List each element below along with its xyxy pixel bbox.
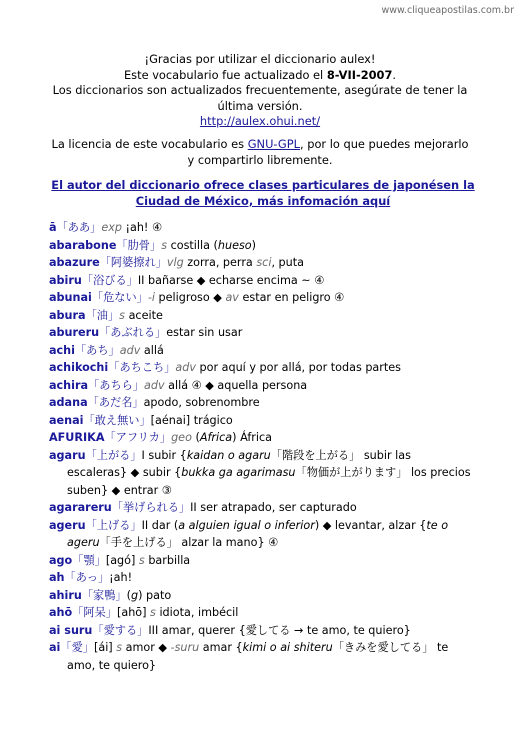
entry-text: III amar, querer {愛してる → te amo, te quiero} bbox=[148, 623, 411, 637]
dictionary-entry bbox=[49, 429, 473, 447]
entry-text: zorra, perra bbox=[183, 256, 257, 269]
dictionary-entry bbox=[49, 639, 473, 674]
aulex-link[interactable]: http://aulex.ohui.net/ bbox=[199, 114, 321, 128]
update-notice: Los diccionarios son actualizados frecuentemente, asegúrate de tener la última versión. bbox=[52, 83, 468, 113]
thanks-line: ¡Gracias por utilizar el diccionario aulex! bbox=[144, 52, 376, 66]
entry-kanji: 「愛する」 bbox=[92, 623, 149, 637]
entry-headword: abiru bbox=[49, 273, 82, 287]
entry-text: ¡ah! bbox=[109, 571, 133, 584]
dictionary-entry bbox=[49, 254, 473, 272]
dictionary-entry bbox=[49, 272, 473, 290]
entry-headword: abarabone bbox=[49, 238, 117, 252]
entry-italic: a alguien igual o inferior bbox=[178, 518, 315, 532]
intro-block bbox=[48, 52, 472, 130]
entry-text: costilla ( bbox=[167, 238, 218, 252]
licence-prefix: La licencia de este vocabulario es bbox=[51, 137, 248, 151]
entry-text: por aquí y por allá, por todas partes bbox=[195, 361, 401, 374]
entry-text: ( bbox=[191, 431, 200, 444]
gnu-gpl-link[interactable]: GNU-GPL bbox=[247, 137, 300, 151]
dictionary-entry bbox=[49, 412, 473, 430]
dictionary-entry bbox=[49, 604, 473, 622]
entry-pos: s bbox=[150, 606, 156, 619]
entry-text: ) bbox=[251, 238, 257, 252]
entry-italic: Africa bbox=[199, 431, 233, 444]
entry-kanji: 「肋骨」 bbox=[116, 238, 162, 252]
entry-headword: achira bbox=[49, 378, 89, 392]
entry-text: I subir { bbox=[141, 448, 187, 462]
entry-kanji: 「上がる」 bbox=[85, 448, 142, 462]
entry-text: II ser atrapado, ser capturado bbox=[190, 501, 357, 514]
entry-pos: av bbox=[225, 291, 239, 304]
entry-kanji: 「ああ」 bbox=[56, 221, 102, 234]
entry-text: 「物価が上がります」 los precios suben} ◆ entrar ③ bbox=[67, 466, 471, 497]
entry-pos: adv bbox=[175, 361, 196, 374]
update-prefix: Este vocabulario fue actualizado el bbox=[123, 67, 327, 82]
entry-pos: -i bbox=[147, 291, 155, 304]
entry-text: ¡ah! ④ bbox=[121, 221, 162, 234]
dictionary-entry bbox=[49, 569, 473, 587]
entry-text: amor ◆ bbox=[122, 641, 171, 654]
entry-headword: ā bbox=[49, 221, 57, 234]
entry-text: II bañarse ◆ echarse encima ~ ④ bbox=[137, 273, 325, 287]
entry-headword: ahō bbox=[49, 606, 73, 619]
entry-kanji: 「敢え無い」 bbox=[83, 413, 151, 427]
dictionary-entry bbox=[49, 307, 473, 325]
entry-headword: abura bbox=[49, 308, 86, 322]
entry-text: [aénai] trágico bbox=[150, 413, 233, 427]
entry-headword: abureru bbox=[49, 326, 100, 339]
entry-italic: kimi o ai shiteru bbox=[242, 641, 333, 654]
entry-headword: achikochi bbox=[49, 361, 109, 374]
licence-suffix: , por lo que puedes mejorarlo y compartirlo libremente. bbox=[187, 137, 469, 167]
entry-headword: ago bbox=[49, 553, 73, 567]
dictionary-entry bbox=[49, 219, 473, 237]
author-classes-link[interactable]: El autor del diccionario ofrece clases particulares de japonésen la Ciudad de México, más infomación aquí bbox=[51, 178, 475, 208]
licence-block bbox=[48, 137, 472, 168]
entry-headword: ai suru bbox=[49, 623, 93, 637]
dictionary-entry bbox=[49, 237, 473, 255]
entry-text: allá ④ ◆ aquella persona bbox=[164, 378, 308, 392]
entry-headword: abazure bbox=[49, 256, 100, 269]
dictionary-entry bbox=[49, 324, 473, 342]
entry-kanji: 「油」 bbox=[85, 308, 120, 322]
dictionary-entry bbox=[49, 359, 473, 377]
entry-headword: ah bbox=[49, 571, 65, 584]
dictionary-entry bbox=[49, 517, 473, 552]
entry-pos: adv bbox=[144, 378, 165, 392]
entry-text: [ái] bbox=[93, 641, 117, 654]
entry-kanji: 「阿婆擦れ」 bbox=[99, 256, 167, 269]
entry-kanji: 「顎」 bbox=[72, 553, 106, 567]
entry-text: allá bbox=[140, 343, 164, 357]
dictionary-entry bbox=[49, 289, 473, 307]
entry-italic: te o ageru bbox=[67, 518, 449, 549]
entry-italic: bukka ga agarimasu bbox=[181, 466, 296, 479]
entry-pos: s bbox=[161, 238, 168, 252]
entry-kanji: 「阿呆」 bbox=[72, 606, 117, 619]
entry-kanji: 「あち」 bbox=[74, 343, 120, 357]
entry-italic: hueso bbox=[217, 238, 252, 252]
entry-headword: achi bbox=[49, 343, 75, 357]
entry-headword: adana bbox=[49, 396, 88, 409]
dictionary-entry bbox=[49, 394, 473, 412]
entry-text: barbilla bbox=[144, 553, 191, 567]
entry-italic: g bbox=[130, 588, 139, 602]
entry-headword: agarareru bbox=[49, 501, 112, 514]
entry-text: II dar ( bbox=[141, 518, 179, 532]
entry-text: 「手を上げる」 alzar la mano} ④ bbox=[99, 536, 279, 549]
entry-kanji: 「挙げられる」 bbox=[111, 501, 191, 514]
entry-kanji: 「あちこち」 bbox=[108, 361, 176, 374]
dictionary-entry bbox=[49, 377, 473, 395]
entry-text: ) ◆ levantar, alzar { bbox=[314, 518, 427, 532]
entry-text: idiota, imbécil bbox=[155, 606, 239, 619]
dictionary-entry bbox=[49, 499, 473, 517]
dictionary-entry bbox=[49, 622, 473, 640]
entry-text: ) pato bbox=[138, 588, 172, 602]
entry-italic: kaidan o agaru bbox=[186, 448, 271, 462]
entry-text: aceite bbox=[125, 308, 163, 322]
entry-pos: geo bbox=[171, 431, 192, 444]
update-line bbox=[48, 68, 472, 84]
entry-headword: ageru bbox=[49, 518, 86, 532]
update-suffix: . bbox=[392, 67, 397, 82]
entry-text: estar sin usar bbox=[166, 326, 243, 339]
entry-pos: vlg bbox=[166, 256, 184, 269]
site-watermark: www.cliqueapostilas.com.br bbox=[381, 5, 514, 16]
dictionary-entry bbox=[49, 552, 473, 570]
entry-text: , puta bbox=[271, 256, 304, 269]
dictionary-entry bbox=[49, 587, 473, 605]
entry-headword: AFURIKA bbox=[49, 431, 105, 444]
entry-kanji: 「愛」 bbox=[60, 641, 94, 654]
entry-text: estar en peligro ④ bbox=[238, 291, 345, 304]
dictionary-entry bbox=[49, 447, 473, 500]
entry-pos: sci bbox=[256, 256, 272, 269]
entry-headword: agaru bbox=[49, 448, 86, 462]
entry-text: ) África bbox=[232, 431, 272, 444]
entry-pos: s bbox=[119, 308, 126, 322]
entry-pos: exp bbox=[101, 221, 122, 234]
entry-headword: ahiru bbox=[49, 588, 82, 602]
entry-kanji: 「アフリカ」 bbox=[104, 431, 172, 444]
entry-kanji: 「あっ」 bbox=[64, 571, 110, 584]
entry-kanji: 「あちら」 bbox=[88, 378, 145, 392]
entry-text: 「階段を上がる」 subir las escaleras} ◆ subir { bbox=[67, 448, 411, 479]
entry-pos: adv bbox=[119, 343, 141, 357]
update-date: 8-VII-2007 bbox=[326, 67, 393, 82]
entry-kanji: 「あだ名」 bbox=[87, 396, 144, 409]
entry-pos: s bbox=[116, 641, 123, 654]
entry-headword: aenai bbox=[49, 413, 84, 427]
dictionary-entry bbox=[49, 342, 473, 360]
entry-text: apodo, sobrenombre bbox=[143, 396, 260, 409]
entry-kanji: 「危ない」 bbox=[91, 291, 148, 304]
entry-pos: -suru bbox=[170, 641, 200, 654]
entry-kanji: 「浴びる」 bbox=[81, 273, 138, 287]
entry-kanji: 「あぶれる」 bbox=[99, 326, 167, 339]
entry-headword: ai bbox=[49, 641, 61, 654]
entry-headword: abunai bbox=[49, 291, 92, 304]
dictionary-entries bbox=[49, 219, 473, 674]
entry-kanji: 「家鴨」 bbox=[81, 588, 127, 602]
entry-text: [agó] bbox=[105, 553, 139, 567]
entry-text: peligroso ◆ bbox=[154, 291, 226, 304]
entry-text: [ahō] bbox=[116, 606, 151, 619]
entry-text: ( bbox=[126, 588, 131, 602]
entry-pos: s bbox=[138, 553, 145, 567]
entry-kanji: 「上げる」 bbox=[85, 518, 142, 532]
entry-text: amar { bbox=[199, 641, 243, 654]
entry-text: 「きみを愛してる」 te amo, te quiero} bbox=[67, 641, 449, 672]
